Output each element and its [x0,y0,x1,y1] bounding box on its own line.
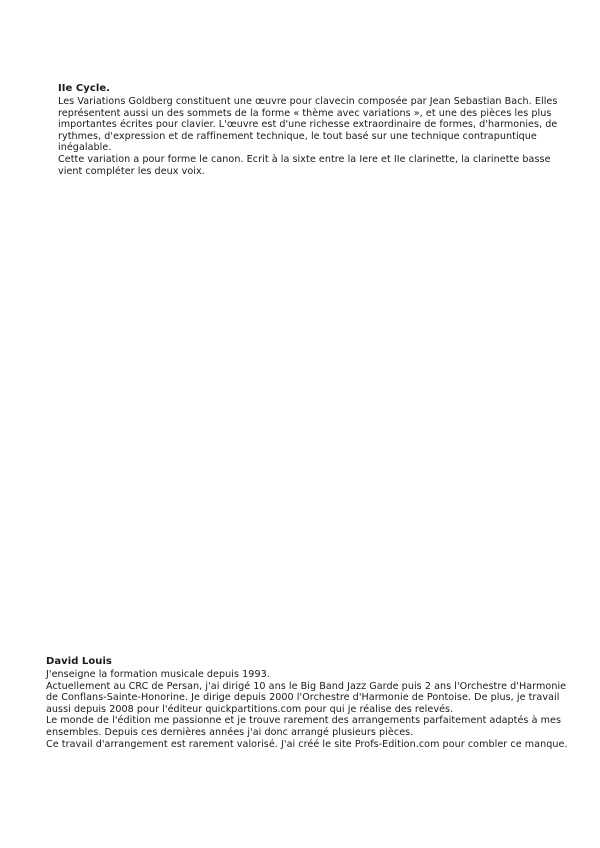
intro-heading: IIe Cycle. [58,83,110,94]
author-paragraph-teaching: J'enseigne la formation musicale depuis 1993. [46,669,270,680]
intro-paragraph-goldberg: Les Variations Goldberg constituent une œuvre pour clavecin composée par Jean Sebastian Bach. Elles représentent aussi un des sommets de la forme « thème avec variations », et une des pièces les plus importantes écrites pour clavier. L'œuvre est d'une richesse extraordinaire de formes, d'harmonies, de rythmes, d'expression et de raffinement technique, le tout basé sur une technique contrapuntique inégalable. [58,96,558,154]
author-section [46,656,581,750]
intro-paragraph-canon: Cette variation a pour forme le canon. Ecrit à la sixte entre la Iere et IIe clarinette, la clarinette basse vient compléter les deux voix. [58,153,551,177]
author-paragraph-edition: Le monde de l'édition me passionne et je trouve rarement des arrangements parfaitement adaptés à mes ensembles. Depuis ces dernières années j'ai donc arrangé plusieurs pièces. [46,715,561,738]
intro-section [58,83,568,177]
author-paragraph-site: Ce travail d'arrangement est rarement valorisé. J'ai créé le site Profs-Edition.com pour combler ce manque. [46,738,568,750]
author-name: David Louis [46,656,112,667]
author-paragraph-career: Actuellement au CRC de Persan, j'ai dirigé 10 ans le Big Band Jazz Garde puis 2 ans l'Orchestre d'Harmonie de Conflans-Sainte-Honorine. Je dirige depuis 2000 l'Orchestre d'Harmonie de Pontoise. De plus, je travail aussi depuis 2008 pour l'éditeur quickpartitions.com pour qui je réalise des relevés. [46,680,567,715]
